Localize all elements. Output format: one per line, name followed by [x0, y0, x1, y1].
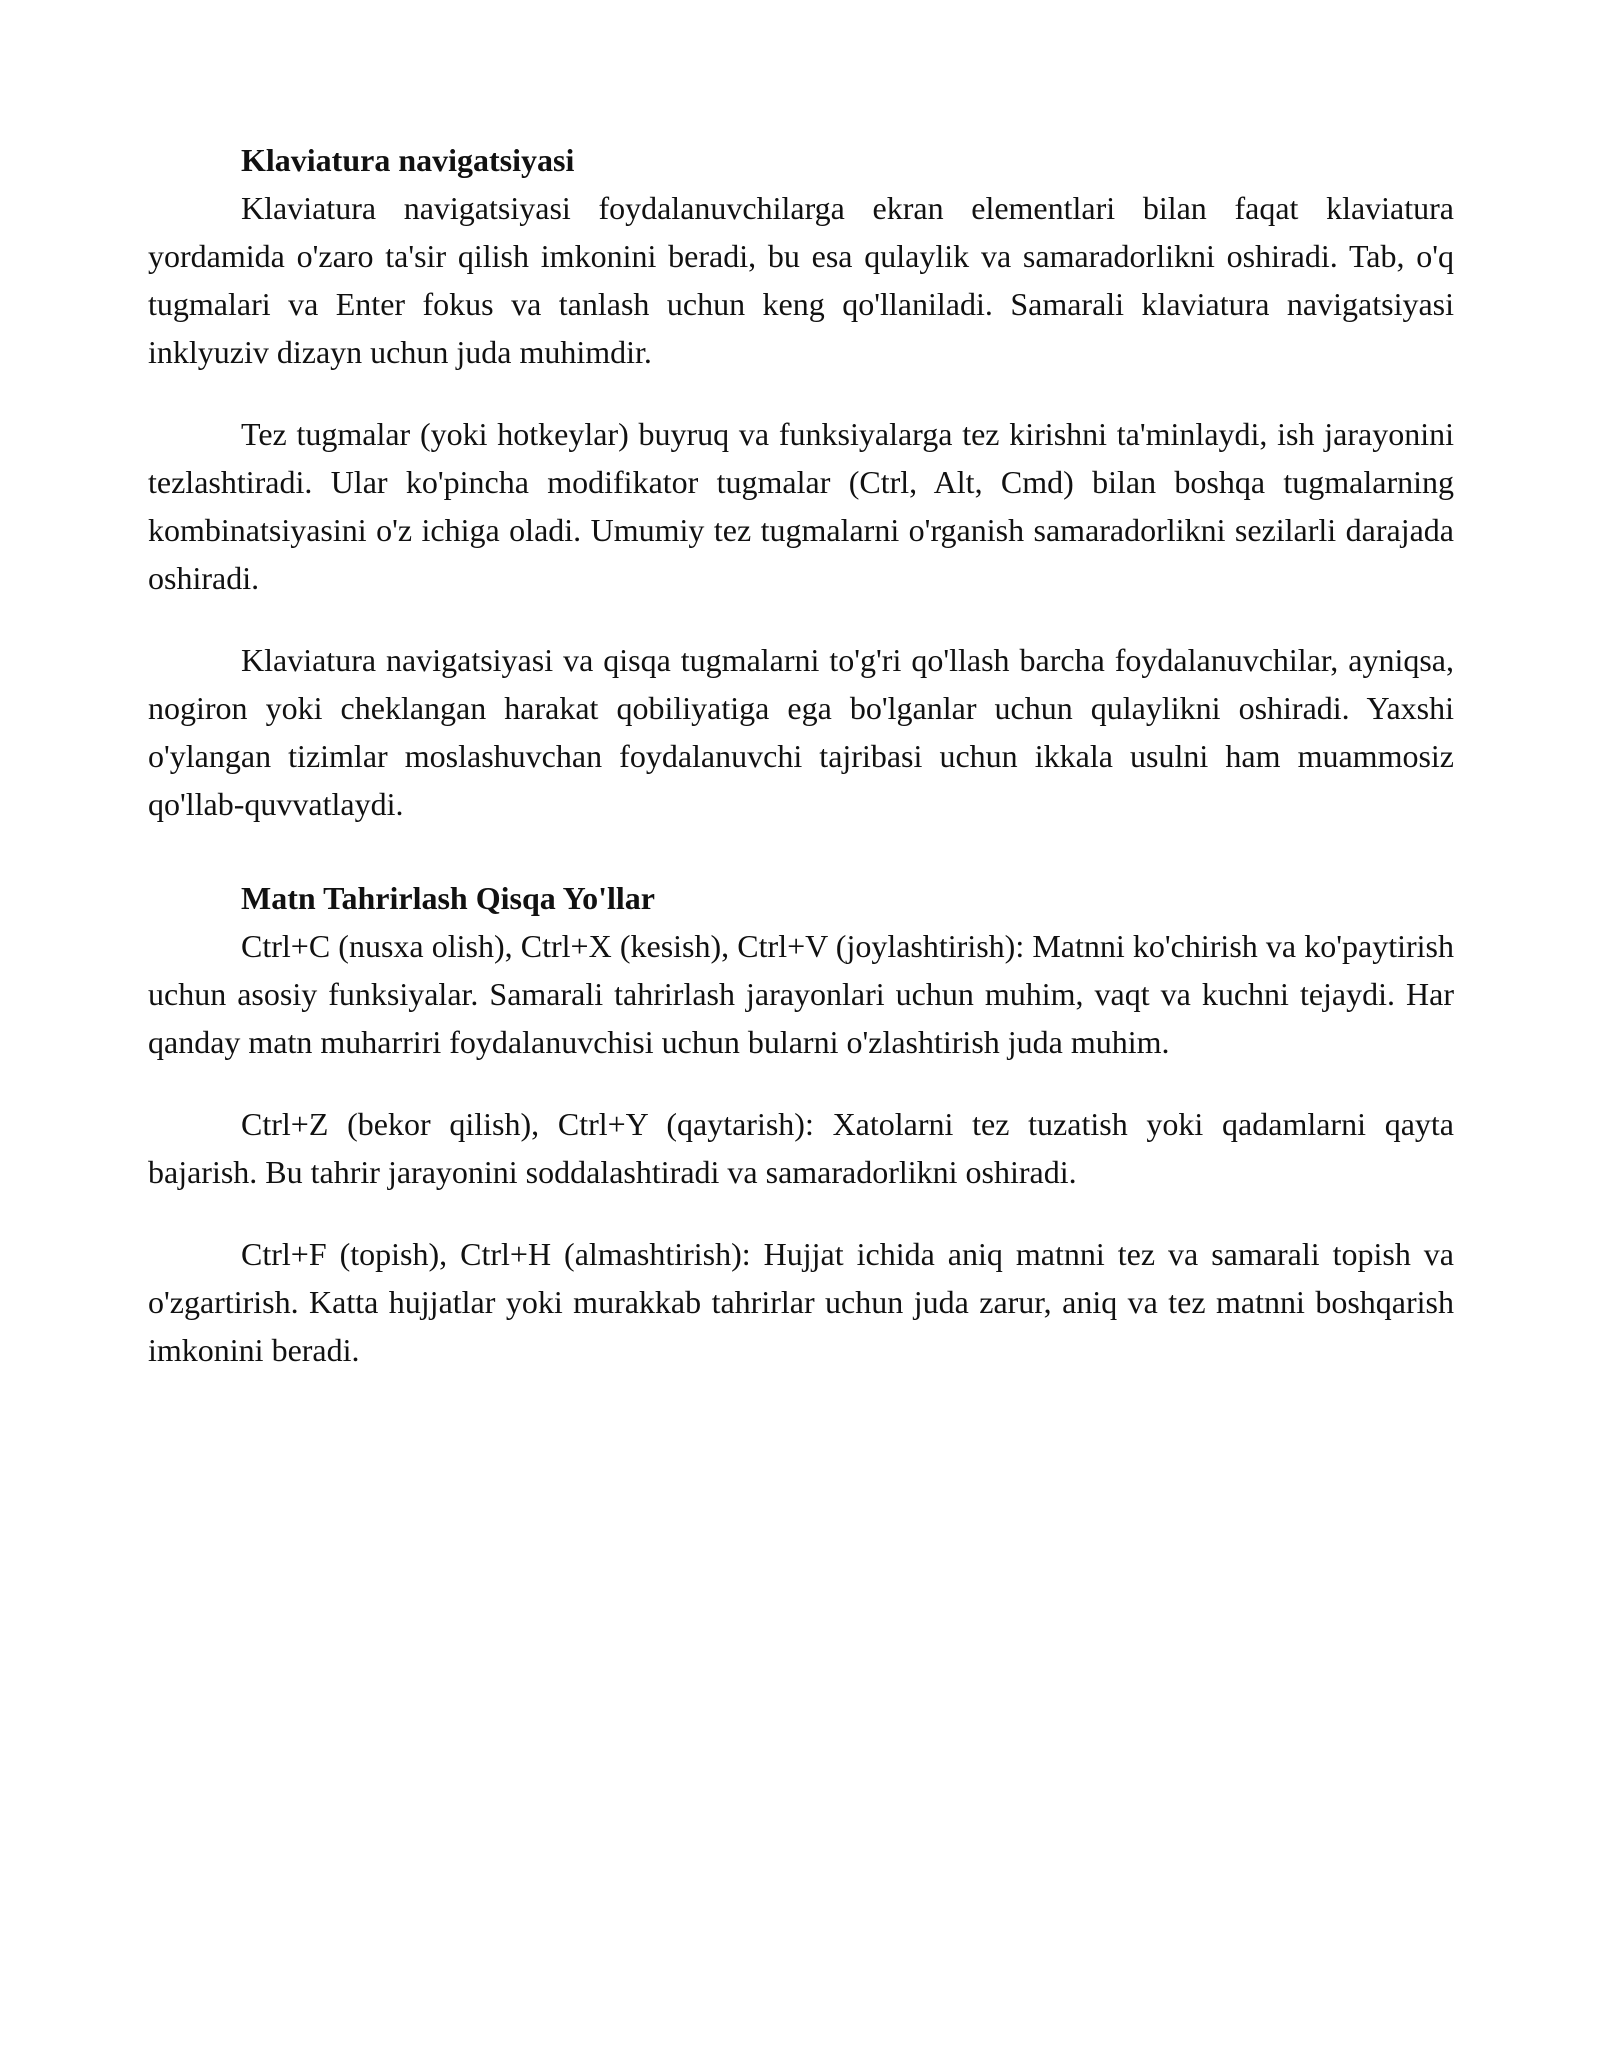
paragraph: Ctrl+F (topish), Ctrl+H (almashtirish): Hujjat ichida aniq matnni tez va samarali topish va o'zgartirish. Katta hujjatlar yoki murakkab tahrirlar uchun juda zarur, aniq va tez matnni boshqarish imkonini beradi. — [148, 1236, 1454, 1368]
paragraph: Klaviatura navigatsiyasi va qisqa tugmalarni to'g'ri qo'llash barcha foydalanuvchilar, ayniqsa, nogiron yoki cheklangan harakat qobiliyatiga ega bo'lganlar uchun qulaylikni oshiradi. Yaxshi o'ylangan tizimlar moslashuvchan foydalanuvchi tajribasi uchun ikkala usulni ham muammosiz qo'llab-quvvatlaydi. — [148, 642, 1454, 822]
section-spacer — [148, 828, 1454, 874]
paragraph-spacer — [148, 376, 1454, 410]
section-heading-keyboard-navigation: Klaviatura navigatsiyasi — [241, 142, 575, 178]
paragraph-spacer — [148, 1196, 1454, 1230]
document-body — [148, 136, 1454, 1374]
paragraph: Klaviatura navigatsiyasi foydalanuvchilarga ekran elementlari bilan faqat klaviatura yordamida o'zaro ta'sir qilish imkonini beradi, bu esa qulaylik va samaradorlikni oshiradi. Tab, o'q tugmalari va Enter fokus va tanlash uchun keng qo'llaniladi. Samarali klaviatura navigatsiyasi inklyuziv dizayn uchun juda muhimdir. — [148, 190, 1454, 370]
paragraph-spacer — [148, 602, 1454, 636]
paragraph: Tez tugmalar (yoki hotkeylar) buyruq va funksiyalarga tez kirishni ta'minlaydi, ish jarayonini tezlashtiradi. Ular ko'pincha modifikator tugmalar (Ctrl, Alt, Cmd) bilan boshqa tugmalarning kombinatsiyasini o'z ichiga oladi. Umumiy tez tugmalarni o'rganish samaradorlikni sezilarli darajada oshiradi. — [148, 416, 1454, 596]
paragraph: Ctrl+C (nusxa olish), Ctrl+X (kesish), Ctrl+V (joylashtirish): Matnni ko'chirish va ko'paytirish uchun asosiy funksiyalar. Samarali tahrirlash jarayonlari uchun muhim, vaqt va kuchni tejaydi. Har qanday matn muharriri foydalanuvchisi uchun bularni o'zlashtirish juda muhim. — [148, 928, 1454, 1060]
paragraph: Ctrl+Z (bekor qilish), Ctrl+Y (qaytarish): Xatolarni tez tuzatish yoki qadamlarni qayta bajarish. Bu tahrir jarayonini soddalashtiradi va samaradorlikni oshiradi. — [148, 1106, 1454, 1190]
section-heading-text-editing-shortcuts: Matn Tahrirlash Qisqa Yo'llar — [241, 880, 655, 916]
paragraph-spacer — [148, 1066, 1454, 1100]
